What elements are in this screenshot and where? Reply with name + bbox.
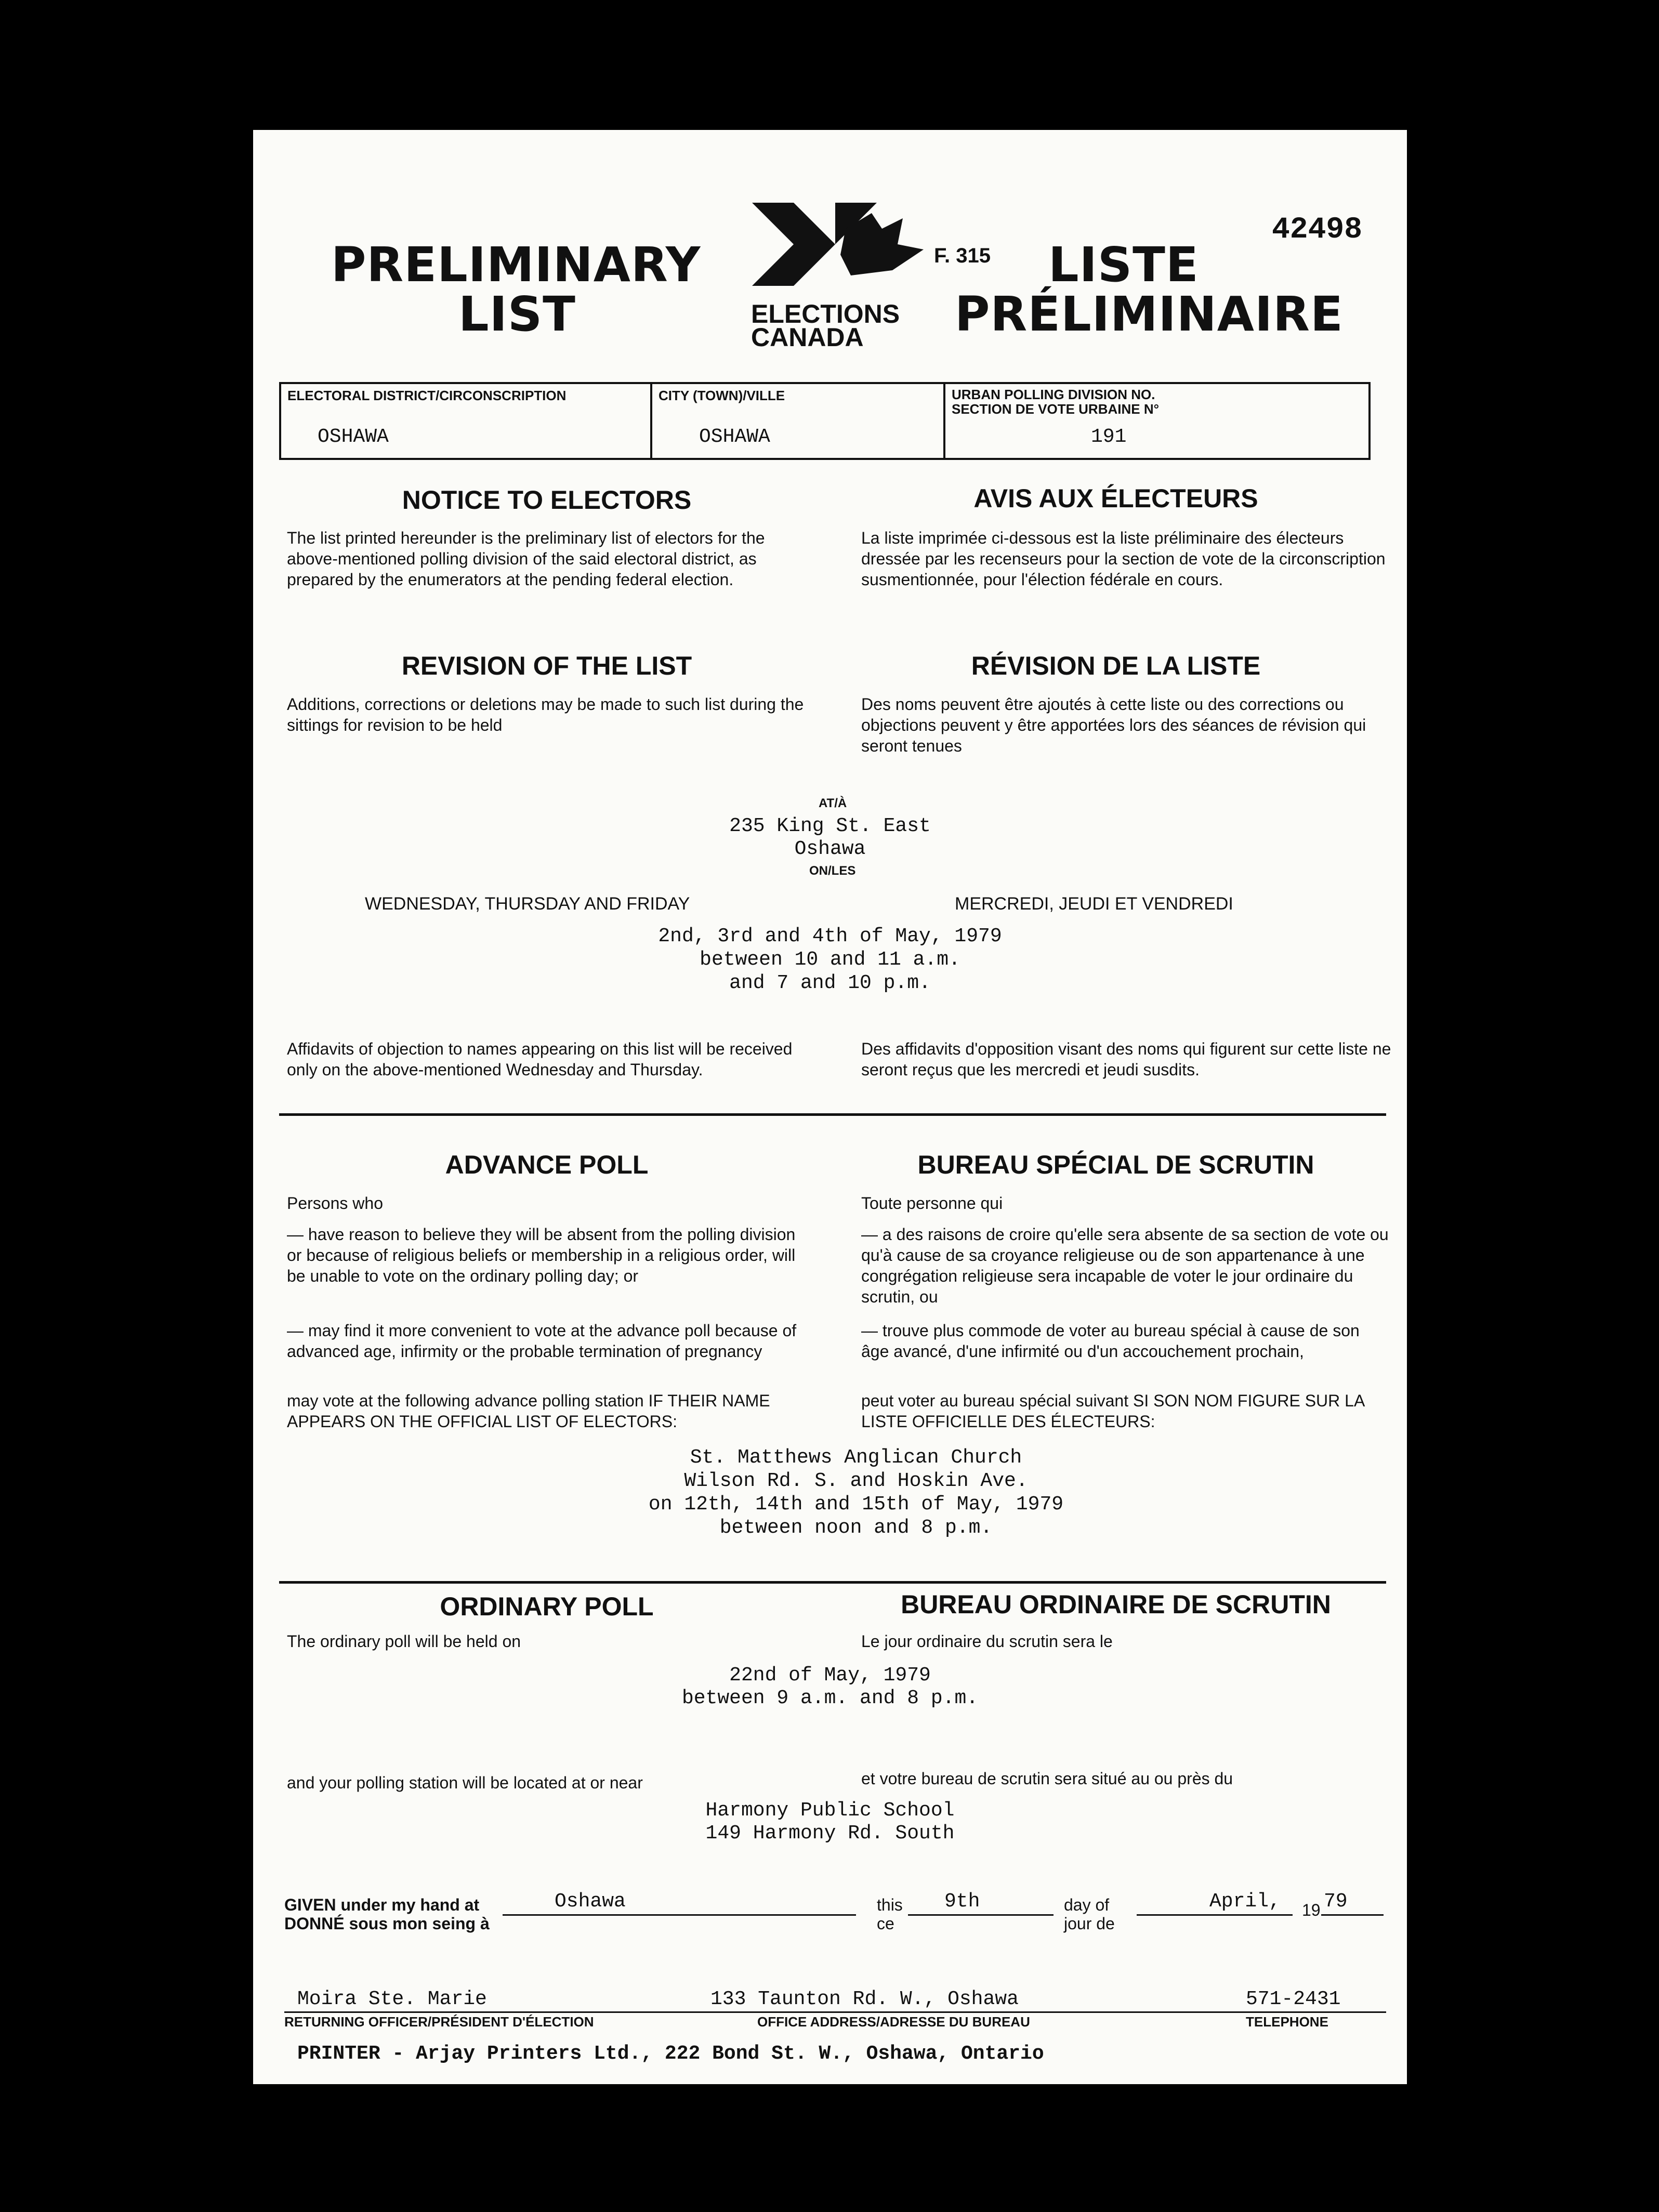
- given-year-prefix: 19: [1302, 1901, 1321, 1919]
- advance-station-line3: on 12th, 14th and 15th of May, 1979: [648, 1493, 1064, 1516]
- notice-title-fr: AVIS AUX ÉLECTEURS: [973, 484, 1258, 513]
- polling-value: 191: [1091, 426, 1127, 448]
- ordinary-held-fr: Le jour ordinaire du scrutin sera le: [861, 1632, 1113, 1651]
- signature-line: [284, 2011, 1386, 2013]
- title-en-line2: LIST: [458, 286, 576, 342]
- revision-text-fr: Des noms peuvent être ajoutés à cette liste ou des corrections ou objections peuvent y être apportées lors des séances de révision qui seront tenues: [861, 695, 1366, 755]
- revision-address-line2: Oshawa: [794, 838, 866, 860]
- notice-text-en: The list printed hereunder is the preliminary list of electors for the above-mentioned polling division of the said electoral district, as prepared by the enumerators at the pending federal election.: [287, 529, 765, 589]
- office-label: OFFICE ADDRESS/ADRESSE DU BUREAU: [757, 2014, 1030, 2030]
- revision-dates-line3: and 7 and 10 p.m.: [729, 972, 931, 994]
- given-year-line: [1321, 1914, 1384, 1916]
- given-year-suffix: 79: [1324, 1890, 1348, 1913]
- revision-on-label: ON/LES: [809, 864, 856, 878]
- advance-station-line2: Wilson Rd. S. and Hoskin Ave.: [684, 1470, 1028, 1492]
- revision-days-en: WEDNESDAY, THURSDAY AND FRIDAY: [365, 894, 690, 914]
- given-this-en: this: [877, 1895, 903, 1914]
- ordinary-title-fr: BUREAU ORDINAIRE DE SCRUTIN: [901, 1590, 1331, 1619]
- page-header: [253, 130, 1407, 379]
- revision-days-fr: MERCREDI, JEUDI ET VENDREDI: [955, 894, 1233, 914]
- ordinary-title-en: ORDINARY POLL: [440, 1592, 654, 1621]
- given-month-line: [1137, 1914, 1293, 1916]
- revision-title-fr: RÉVISION DE LA LISTE: [971, 651, 1261, 680]
- officer-label: RETURNING OFFICER/PRÉSIDENT D'ÉLECTION: [284, 2014, 594, 2030]
- given-place: Oshawa: [555, 1890, 626, 1913]
- advance-persons-en: Persons who: [287, 1194, 383, 1213]
- ordinary-held-en: The ordinary poll will be held on: [287, 1632, 521, 1651]
- title-fr-line1: LISTE: [1048, 237, 1199, 293]
- election-notice-form: [253, 130, 1407, 2084]
- district-label: ELECTORAL DISTRICT/CIRCONSCRIPTION: [287, 388, 567, 403]
- title-fr-line2: PRÉLIMINAIRE: [955, 286, 1344, 342]
- advance-station-line1: St. Matthews Anglican Church: [690, 1446, 1022, 1469]
- ordinary-station-line2: 149 Harmony Rd. South: [705, 1822, 955, 1845]
- advance-title-fr: BUREAU SPÉCIAL DE SCRUTIN: [917, 1150, 1314, 1179]
- district-value: OSHAWA: [318, 426, 389, 448]
- given-label-en: GIVEN under my hand at: [284, 1895, 480, 1914]
- advance-title-en: ADVANCE POLL: [445, 1150, 649, 1179]
- advance-item1-en: — have reason to believe they will be absent from the polling division or because of religious beliefs or membership in a religious order, will be unable to vote on the ordinary polling day; or: [287, 1225, 796, 1285]
- city-label: CITY (TOWN)/VILLE: [659, 388, 785, 403]
- polling-label-2: SECTION DE VOTE URBAINE N°: [952, 401, 1159, 417]
- serial-number: 42498: [1272, 213, 1363, 247]
- officer-name: Moira Ste. Marie: [297, 1988, 487, 2010]
- ordinary-located-fr: et votre bureau de scrutin sera situé au ou près du: [861, 1769, 1233, 1788]
- revision-address-line1: 235 King St. East: [729, 815, 931, 837]
- divider-ordinary: [279, 1581, 1386, 1584]
- given-block: [284, 1890, 1397, 1957]
- revision-title-en: REVISION OF THE LIST: [401, 651, 692, 680]
- affidavit-text-en: Affidavits of objection to names appearing on this list will be received only on the above-mentioned Wednesday and Thursday.: [287, 1039, 793, 1079]
- given-dayof-fr: jour de: [1064, 1914, 1115, 1933]
- given-dayof-en: day of: [1064, 1895, 1110, 1914]
- given-place-line: [503, 1914, 856, 1916]
- given-month: April,: [1209, 1890, 1281, 1913]
- advance-item2-en: — may find it more convenient to vote at the advance poll because of advanced age, infirmity or the probable termination of pregnancy: [287, 1321, 797, 1361]
- polling-cell: [945, 384, 1368, 458]
- advance-item2-fr: — trouve plus commode de voter au bureau spécial à cause de son âge avancé, d'une infirmité ou d'un accouchement prochain,: [861, 1321, 1360, 1361]
- given-day: 9th: [944, 1890, 980, 1913]
- advance-persons-fr: Toute personne qui: [861, 1194, 1003, 1213]
- advance-may-vote-en: may vote at the following advance polling station IF THEIR NAME APPEARS ON THE OFFICIAL LIST OF ELECTORS:: [287, 1391, 770, 1431]
- divider-advance: [279, 1113, 1386, 1116]
- polling-label-1: URBAN POLLING DIVISION NO.: [952, 387, 1155, 402]
- district-cell: [281, 384, 652, 458]
- advance-may-vote-fr: peut voter au bureau spécial suivant SI SON NOM FIGURE SUR LA LISTE OFFICIELLE DES ÉLECTEURS:: [861, 1391, 1364, 1431]
- revision-dates-line1: 2nd, 3rd and 4th of May, 1979: [658, 925, 1002, 947]
- given-day-line: [908, 1914, 1054, 1916]
- title-en-line1: PRELIMINARY: [331, 237, 701, 293]
- given-label-fr: DONNÉ sous mon seing à: [284, 1914, 490, 1933]
- affidavit-text-fr: Des affidavits d'opposition visant des noms qui figurent sur cette liste ne seront reçus que les mercredi et jeudi susdits.: [861, 1039, 1391, 1079]
- logo-text-line1: ELECTIONS: [751, 299, 900, 328]
- notice-text-fr: La liste imprimée ci-dessous est la liste préliminaire des électeurs dressée par les recenseurs pour la section de vote de la circonscription susmentionnée, pour l'élection fédérale en cours.: [861, 529, 1386, 589]
- city-cell: [652, 384, 945, 458]
- revision-at-label: AT/À: [819, 796, 847, 810]
- advance-station-line4: between noon and 8 p.m.: [719, 1517, 993, 1539]
- logo-text-line2: CANADA: [751, 323, 864, 352]
- printer-line: PRINTER - Arjay Printers Ltd., 222 Bond St. W., Oshawa, Ontario: [297, 2043, 1044, 2065]
- telephone: 571-2431: [1246, 1988, 1341, 2010]
- telephone-label: TELEPHONE: [1246, 2014, 1328, 2030]
- elections-canada-logo: [747, 198, 944, 291]
- form-number: F. 315: [934, 244, 991, 267]
- notice-title-en: NOTICE TO ELECTORS: [402, 485, 692, 515]
- fields-box: [279, 382, 1371, 460]
- ordinary-date-line2: between 9 a.m. and 8 p.m.: [681, 1687, 979, 1709]
- advance-item1-fr: — a des raisons de croire qu'elle sera absente de sa section de vote ou qu'à cause de sa croyance religieuse ou de son appartenance à une congrégation religieuse sera incapable de voter le jour ordinaire du scrutin, ou: [861, 1225, 1389, 1306]
- revision-text-en: Additions, corrections or deletions may be made to such list during the sittings for revision to be held: [287, 695, 804, 734]
- revision-dates-line2: between 10 and 11 a.m.: [700, 949, 960, 971]
- city-value: OSHAWA: [699, 426, 770, 448]
- given-this-fr: ce: [877, 1914, 894, 1933]
- ordinary-located-en: and your polling station will be located at or near: [287, 1773, 643, 1792]
- ordinary-station-line1: Harmony Public School: [705, 1799, 955, 1822]
- office-address: 133 Taunton Rd. W., Oshawa: [710, 1988, 1019, 2010]
- ordinary-date-line1: 22nd of May, 1979: [729, 1664, 931, 1687]
